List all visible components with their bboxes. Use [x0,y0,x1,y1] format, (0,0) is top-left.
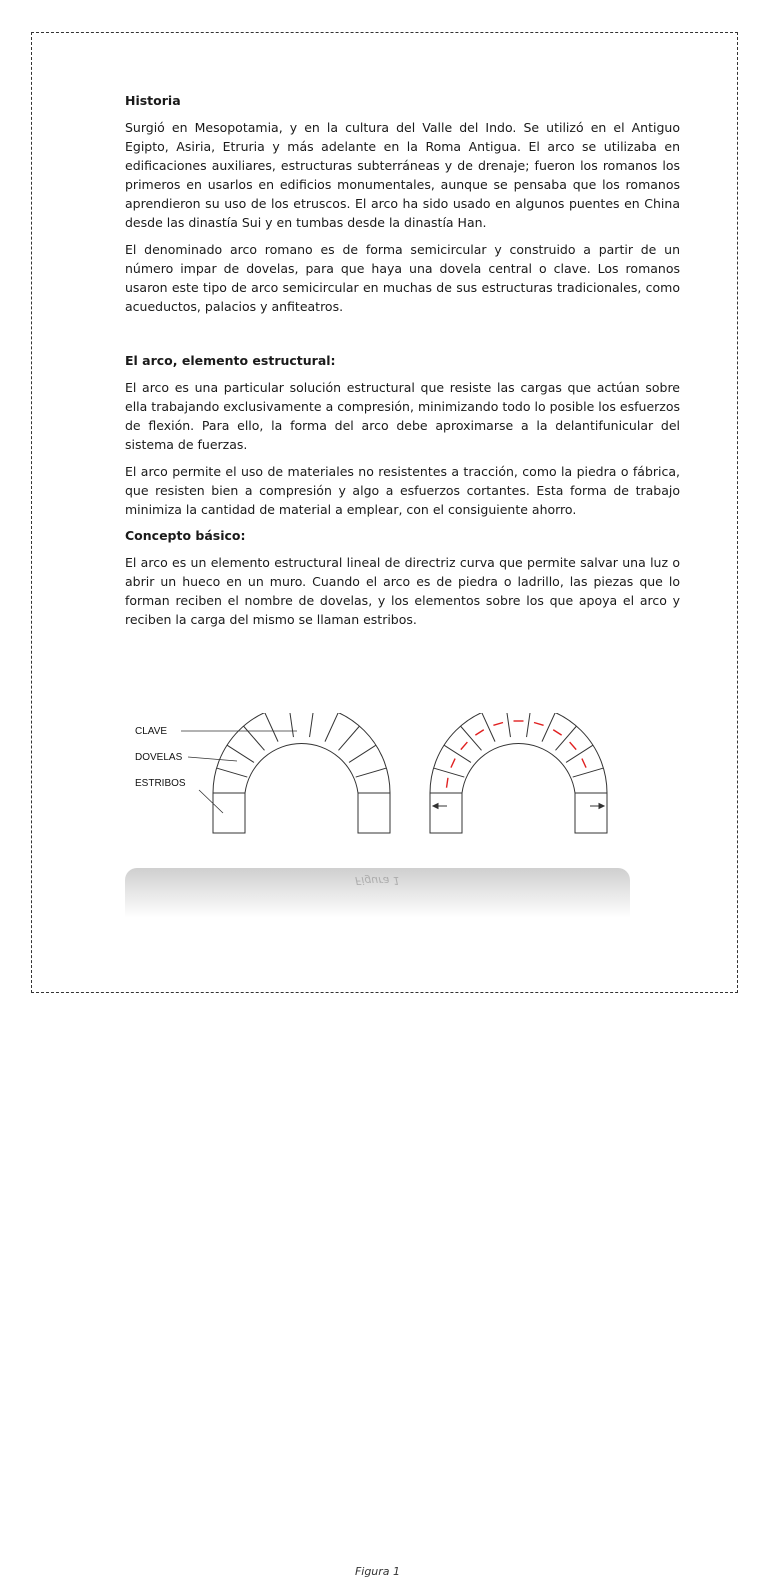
label-clave: CLAVE [135,726,168,737]
voussoir-joint [356,768,387,777]
force-arrow [451,759,455,768]
force-arrow [553,730,561,735]
arch-diagram [125,713,630,848]
estribo-left-pier [213,793,245,833]
document-body [125,92,680,637]
paragraph-estructural-2: El arco permite el uso de materiales no resistentes a tracción, como la piedra o fábrica, que resisten bien a compresión y algo a esfuerzos cortantes. Esta forma de trabajo minimiza la cantidad de material a emplear, con el consiguiente ahorro. [125,464,680,517]
voussoir-joint [482,713,495,742]
force-arrow [461,742,468,750]
figure-caption: Figura 1 [354,1565,401,1578]
heading-elemento-estructural: El arco, elemento estructural: [125,353,336,368]
voussoir-joint [338,726,359,750]
arch-right [430,713,607,833]
force-arrow [582,759,586,768]
voussoir-joint [217,768,248,777]
voussoir-joint [573,768,604,777]
force-arrows [447,721,587,788]
force-arrow [493,723,503,726]
voussoir-joint [444,745,471,762]
heading-concepto-basico: Concepto básico: [125,528,246,543]
label-estribos: ESTRIBOS [135,778,186,789]
estribo-right-pier-2 [575,793,607,833]
voussoir-joint [265,713,278,742]
paragraph-concepto-1: El arco es un elemento estructural lineal de directriz curva que permite salvar una luz o abrir un hueco en un muro. Cuando el arco es de piedra o ladrillo, las piezas que lo forman reciben el nombre de dovelas, y los elementos sobre los que apoya el arco y reciben la carga del mismo se llaman estribos. [125,555,680,627]
voussoir-joint [227,745,254,762]
paragraph-historia-1: Surgió en Mesopotamia, y en la cultura del Valle del Indo. Se utilizó en el Antiguo Egipto, Asiria, Etruria y más adelante en la Roma Antigua. El arco se utilizaba en edificaciones auxiliares, estructuras subterráneas y de drenaje; fueron los romanos los primeros en usarlos en edificios monumentales, aunque se pensaba que los romanos aprendieron su uso de los etruscos. El arco ha sido usado en algunos puentes en China desde las dinastía Sui y en tumbas desde la dinastía Han. [125,120,680,230]
heading-historia: Historia [125,93,181,108]
caption-reflection-text: Figura 1 [354,874,401,887]
force-arrow [475,730,483,735]
estribo-right-pier [358,793,390,833]
caption-reflection [125,868,630,918]
voussoir-joint [289,713,294,737]
force-arrow [447,778,448,788]
voussoir-joint [566,745,593,762]
voussoir-joint [542,713,555,742]
arch-figure [125,713,630,1578]
voussoir-joint [325,713,338,742]
voussoir-joint [506,713,511,737]
voussoir-joint [434,768,465,777]
voussoir-joint [527,713,532,737]
voussoir-joint [310,713,315,737]
force-arrow [570,742,577,750]
voussoir-joint [349,745,376,762]
paragraph-historia-2: El denominado arco romano es de forma semicircular y construido a partir de un número impar de dovelas, para que haya una dovela central o clave. Los romanos usaron este tipo de arco semicircular en muchas de sus estructuras tradicionales, como acueductos, palacios y anfiteatros. [125,242,680,314]
paragraph-estructural-1: El arco es una particular solución estructural que resiste las cargas que actúan sobre ella trabajando exclusivamente a compresión, minimizando todo lo posible los esfuerzos de flexión. Para ello, la forma del arco debe aproximarse a la delantifunicular del sistema de fuerzas. [125,380,680,452]
label-dovelas: DOVELAS [135,752,183,763]
force-arrow [534,723,544,726]
voussoir-joint [244,726,265,750]
estribo-left-pier-2 [430,793,462,833]
